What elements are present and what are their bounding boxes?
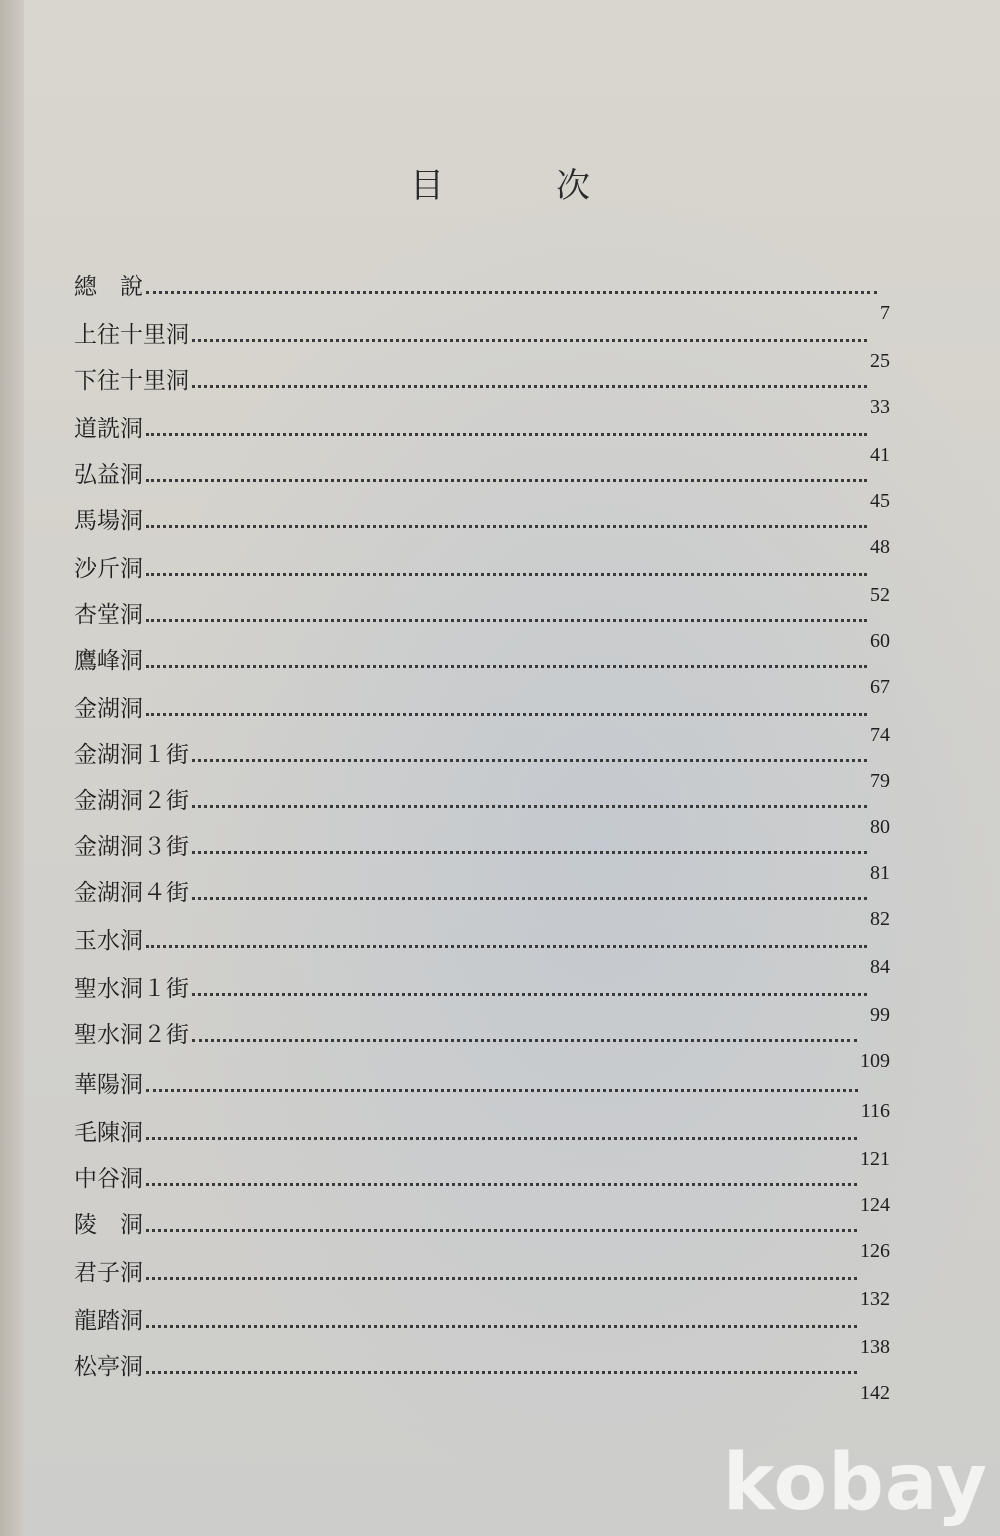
- toc-entry-label: 陵 洞: [74, 1212, 143, 1238]
- title-char: 目: [410, 166, 444, 206]
- toc-entry-label: 弘益洞: [74, 462, 143, 488]
- toc-entry: [74, 496, 890, 558]
- dot-leader: [146, 713, 867, 716]
- toc-entry: [74, 636, 890, 698]
- toc-entry-page: 67: [870, 676, 890, 698]
- dot-leader: [146, 1183, 857, 1186]
- toc-entry-label: 龍踏洞: [74, 1308, 143, 1334]
- dot-leader: [146, 1371, 857, 1374]
- toc-entry: [74, 404, 890, 466]
- toc-entry-label: 道詵洞: [74, 416, 143, 442]
- title-char: 次: [556, 166, 590, 206]
- toc-entry: [74, 822, 890, 884]
- toc-entry: [74, 730, 890, 792]
- dot-leader: [192, 385, 867, 388]
- toc-entry: [74, 1108, 890, 1170]
- toc-entry-page: 52: [870, 584, 890, 606]
- toc-entry: [74, 1200, 890, 1262]
- toc-entry: [74, 1154, 890, 1216]
- toc-entry: [74, 776, 890, 838]
- dot-leader: [146, 1277, 857, 1280]
- toc-entry-page: 138: [860, 1336, 890, 1358]
- toc-entry-label: 君子洞: [74, 1260, 143, 1286]
- dot-leader: [146, 1089, 858, 1092]
- toc-entry-page: 41: [870, 444, 890, 466]
- toc-entry-page: 45: [870, 490, 890, 512]
- toc-entry-page: 74: [870, 724, 890, 746]
- dot-leader: [192, 851, 867, 854]
- toc-entry-label: 金湖洞: [74, 696, 143, 722]
- toc-entry: [74, 310, 890, 372]
- toc-entry-page: 7: [880, 302, 890, 324]
- toc-entry-label: 下往十里洞: [74, 368, 189, 394]
- dot-leader: [146, 573, 867, 576]
- toc-entry-label: 聖水洞２街: [74, 1022, 189, 1048]
- toc-entry: [74, 1248, 890, 1310]
- toc-entry: [74, 964, 890, 1026]
- toc-entry-page: 99: [870, 1004, 890, 1026]
- toc-entry-label: 鷹峰洞: [74, 648, 143, 674]
- toc-entry: [74, 544, 890, 606]
- toc-entry: [74, 262, 890, 324]
- dot-leader: [146, 1229, 857, 1232]
- toc-entry-label: 聖水洞１街: [74, 976, 189, 1002]
- toc-entry-label: 總 說: [74, 274, 143, 300]
- dot-leader: [146, 665, 867, 668]
- toc-entry-label: 金湖洞４街: [74, 880, 189, 906]
- toc-entry-page: 116: [860, 1100, 890, 1122]
- dot-leader: [192, 993, 867, 996]
- toc-entry-page: 80: [870, 816, 890, 838]
- toc-entry-label: 中谷洞: [74, 1166, 143, 1192]
- toc-entry-label: 松亭洞: [74, 1354, 143, 1380]
- toc-entry-label: 杏堂洞: [74, 602, 143, 628]
- toc-entry: [74, 1296, 890, 1358]
- toc-entry: [74, 1060, 890, 1122]
- dot-leader: [146, 1325, 857, 1328]
- dot-leader: [146, 1137, 857, 1140]
- dot-leader: [192, 339, 867, 342]
- toc-entry-page: 60: [870, 630, 890, 652]
- toc-entry-page: 132: [860, 1288, 890, 1310]
- toc-entry-label: 金湖洞２街: [74, 788, 189, 814]
- toc-entry-page: 25: [870, 350, 890, 372]
- toc-entry: [74, 1010, 890, 1072]
- toc-entry-page: 48: [870, 536, 890, 558]
- toc-entry: [74, 590, 890, 652]
- toc-entry: [74, 868, 890, 930]
- toc-entry-label: 金湖洞３街: [74, 834, 189, 860]
- dot-leader: [146, 291, 877, 294]
- dot-leader: [192, 1039, 857, 1042]
- toc-entry-label: 沙斤洞: [74, 556, 143, 582]
- toc-entry: [74, 1342, 890, 1404]
- watermark-logo: kobay: [722, 1438, 988, 1528]
- dot-leader: [192, 897, 867, 900]
- toc-entry-label: 上往十里洞: [74, 322, 189, 348]
- toc-entry-label: 毛陳洞: [74, 1120, 143, 1146]
- toc-entry-label: 華陽洞: [74, 1072, 143, 1098]
- toc-entry-page: 142: [860, 1382, 890, 1404]
- toc-entry-page: 109: [860, 1050, 890, 1072]
- toc-entry: [74, 356, 890, 418]
- toc-entry: [74, 450, 890, 512]
- toc-entry-page: 84: [870, 956, 890, 978]
- toc-entry-page: 82: [870, 908, 890, 930]
- dot-leader: [146, 525, 867, 528]
- dot-leader: [146, 619, 867, 622]
- toc-entry: [74, 684, 890, 746]
- toc-entry-label: 馬場洞: [74, 508, 143, 534]
- toc-entry-page: 126: [860, 1240, 890, 1262]
- toc-entry-page: 79: [870, 770, 890, 792]
- dot-leader: [146, 479, 867, 482]
- toc-entry-page: 33: [870, 396, 890, 418]
- toc-entry-page: 121: [860, 1148, 890, 1170]
- toc-entry-page: 124: [860, 1194, 890, 1216]
- toc-entry-page: 81: [870, 862, 890, 884]
- dot-leader: [192, 759, 867, 762]
- toc-entry-label: 玉水洞: [74, 928, 143, 954]
- toc-entry-label: 金湖洞１街: [74, 742, 189, 768]
- toc-entry: [74, 916, 890, 978]
- dot-leader: [146, 945, 867, 948]
- dot-leader: [192, 805, 867, 808]
- dot-leader: [146, 433, 867, 436]
